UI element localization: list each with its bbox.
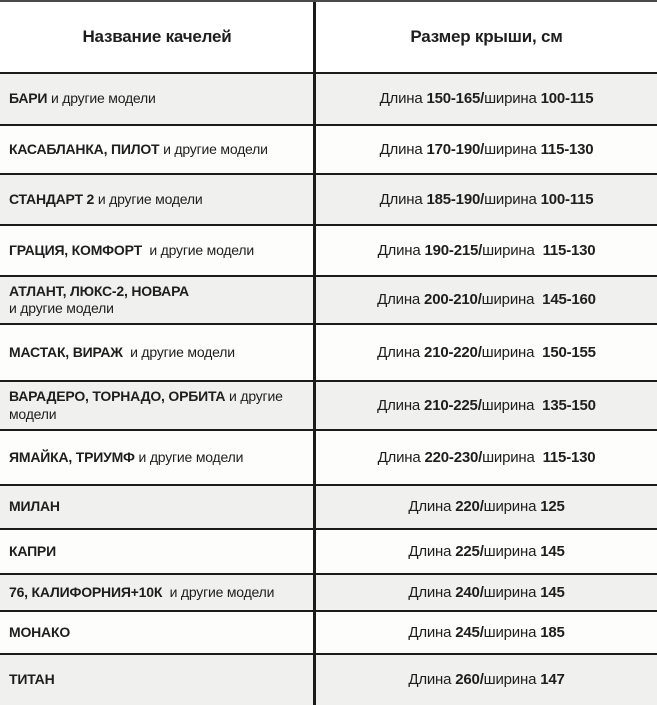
- width-value: 115-130: [542, 241, 596, 259]
- model-suffix: и другие модели: [50, 90, 156, 107]
- roof-size-cell: [313, 226, 657, 275]
- width-label: ширина: [483, 542, 537, 560]
- model-name: ВАРАДЕРО, ТОРНАДО, ОРБИТА: [9, 388, 226, 405]
- model-name: МОНАКО: [9, 623, 71, 640]
- roof-size-cell: [313, 575, 657, 610]
- width-label: ширина: [481, 291, 535, 308]
- table-header-row: [0, 2, 657, 72]
- length-value: 245: [455, 623, 480, 641]
- roof-size-cell: [313, 175, 657, 224]
- table-row: [0, 610, 657, 653]
- table-row: [0, 429, 657, 484]
- length-label: Длина: [408, 583, 452, 601]
- table-row: [0, 484, 657, 528]
- slash-separator: /: [480, 190, 485, 208]
- width-label: ширина: [484, 140, 537, 158]
- roof-size-cell: [313, 74, 657, 124]
- width-label: ширина: [483, 671, 537, 688]
- model-suffix: и другие модели: [169, 583, 275, 600]
- table-row: [0, 528, 657, 573]
- roof-size-cell: [313, 655, 657, 705]
- length-value: 170-190: [426, 140, 481, 158]
- length-label: Длина: [379, 140, 423, 158]
- swing-name-cell: [0, 325, 313, 380]
- model-name: ГРАЦИЯ, КОМФОРТ: [9, 241, 142, 258]
- length-label: Длина: [379, 190, 423, 208]
- swing-name-cell: [0, 530, 313, 573]
- slash-separator: /: [478, 448, 483, 466]
- swing-name-cell: [0, 431, 313, 484]
- swing-name-cell: [0, 612, 313, 653]
- slash-separator: /: [477, 343, 482, 361]
- length-value: 210-220: [424, 343, 478, 361]
- slash-separator: /: [479, 583, 484, 601]
- length-value: 225: [455, 542, 480, 560]
- swing-name-cell: [0, 126, 313, 173]
- slash-separator: /: [477, 396, 482, 414]
- length-value: 200-210: [424, 291, 478, 308]
- model-name: ЯМАЙКА, ТРИУМФ: [9, 448, 135, 465]
- roof-size-cell: [313, 126, 657, 173]
- swing-name-cell: [0, 175, 313, 224]
- width-value: 145: [540, 542, 565, 560]
- width-value: 135-150: [542, 396, 596, 414]
- slash-separator: /: [480, 140, 485, 158]
- length-label: Длина: [379, 90, 423, 107]
- header-roof-size: [313, 2, 657, 72]
- length-value: 185-190: [426, 190, 481, 208]
- length-label: Длина: [408, 671, 452, 688]
- table-row: [0, 653, 657, 705]
- model-suffix: и другие модели: [138, 448, 244, 465]
- header-roof-size-label: Размер крыши, см: [410, 26, 563, 46]
- swing-name-cell: [0, 575, 313, 610]
- model-suffix: и другие модели: [9, 300, 114, 316]
- table-row: [0, 275, 657, 323]
- width-label: ширина: [484, 190, 537, 208]
- width-value: 115-130: [540, 140, 594, 158]
- width-value: 100-115: [540, 90, 594, 107]
- width-value: 147: [540, 671, 565, 688]
- length-label: Длина: [377, 343, 421, 361]
- width-value: 125: [540, 498, 565, 515]
- length-value: 190-215: [424, 241, 479, 259]
- roof-size-cell: [313, 382, 657, 429]
- width-label: ширина: [481, 343, 535, 361]
- model-name: МИЛАН: [9, 498, 60, 515]
- width-label: ширина: [483, 498, 537, 515]
- length-label: Длина: [377, 396, 421, 414]
- width-value: 145-160: [542, 291, 596, 308]
- table-row: [0, 573, 657, 610]
- table-row: [0, 72, 657, 124]
- width-value: 115-130: [542, 448, 596, 466]
- slash-separator: /: [480, 90, 485, 107]
- model-name: СТАНДАРТ 2: [9, 190, 95, 207]
- width-value: 150-155: [542, 343, 596, 361]
- width-label: ширина: [482, 241, 535, 259]
- length-value: 260: [455, 671, 480, 688]
- swing-name-cell: [0, 486, 313, 528]
- swing-name-cell: [0, 74, 313, 124]
- model-suffix: и другие модели: [149, 241, 255, 258]
- width-label: ширина: [481, 396, 535, 414]
- length-label: Длина: [377, 448, 421, 466]
- length-label: Длина: [408, 542, 452, 560]
- length-value: 210-225: [424, 396, 478, 414]
- length-value: 240: [455, 583, 480, 601]
- length-label: Длина: [408, 623, 452, 641]
- swing-name-cell: [0, 655, 313, 705]
- model-suffix: и другие модели: [9, 388, 283, 422]
- width-label: ширина: [483, 623, 537, 641]
- swing-name-cell: [0, 226, 313, 275]
- slash-separator: /: [479, 671, 484, 688]
- slash-separator: /: [477, 291, 482, 308]
- model-name: ТИТАН: [9, 671, 55, 688]
- roof-size-cell: [313, 612, 657, 653]
- roof-size-cell: [313, 325, 657, 380]
- width-value: 185: [540, 623, 565, 641]
- model-name: БАРИ: [9, 90, 48, 107]
- swing-name-cell: [0, 382, 313, 429]
- width-label: ширина: [482, 448, 535, 466]
- length-value: 220: [455, 498, 480, 515]
- width-label: ширина: [483, 583, 537, 601]
- length-label: Длина: [377, 291, 421, 308]
- model-name: КАСАБЛАНКА, ПИЛОТ: [9, 140, 160, 157]
- model-suffix: и другие модели: [130, 343, 235, 360]
- roof-size-cell: [313, 486, 657, 528]
- length-value: 220-230: [424, 448, 479, 466]
- table-row: [0, 380, 657, 429]
- roof-size-cell: [313, 530, 657, 573]
- model-name: МАСТАК, ВИРАЖ: [9, 343, 123, 360]
- slash-separator: /: [478, 241, 483, 259]
- model-name: АТЛАНТ, ЛЮКС-2, НОВАРА: [9, 282, 189, 299]
- table-row: [0, 224, 657, 275]
- length-label: Длина: [408, 498, 452, 515]
- model-suffix: и другие модели: [97, 190, 203, 207]
- swing-name-cell: [0, 277, 313, 323]
- table-row: [0, 323, 657, 380]
- table-row: [0, 124, 657, 173]
- header-swing-name: [0, 2, 313, 72]
- slash-separator: /: [479, 623, 484, 641]
- length-label: Длина: [377, 241, 421, 259]
- slash-separator: /: [479, 498, 484, 515]
- model-name: 76, КАЛИФОРНИЯ+10К: [9, 583, 163, 600]
- width-label: ширина: [484, 90, 537, 107]
- header-swing-name-label: Название качелей: [82, 26, 232, 46]
- slash-separator: /: [479, 542, 484, 560]
- length-value: 150-165: [426, 90, 481, 107]
- width-value: 145: [540, 583, 565, 601]
- model-name: КАПРИ: [9, 542, 56, 559]
- model-suffix: и другие модели: [163, 140, 268, 157]
- roof-size-cell: [313, 277, 657, 323]
- width-value: 100-115: [540, 190, 594, 208]
- roof-size-cell: [313, 431, 657, 484]
- table-row: [0, 173, 657, 224]
